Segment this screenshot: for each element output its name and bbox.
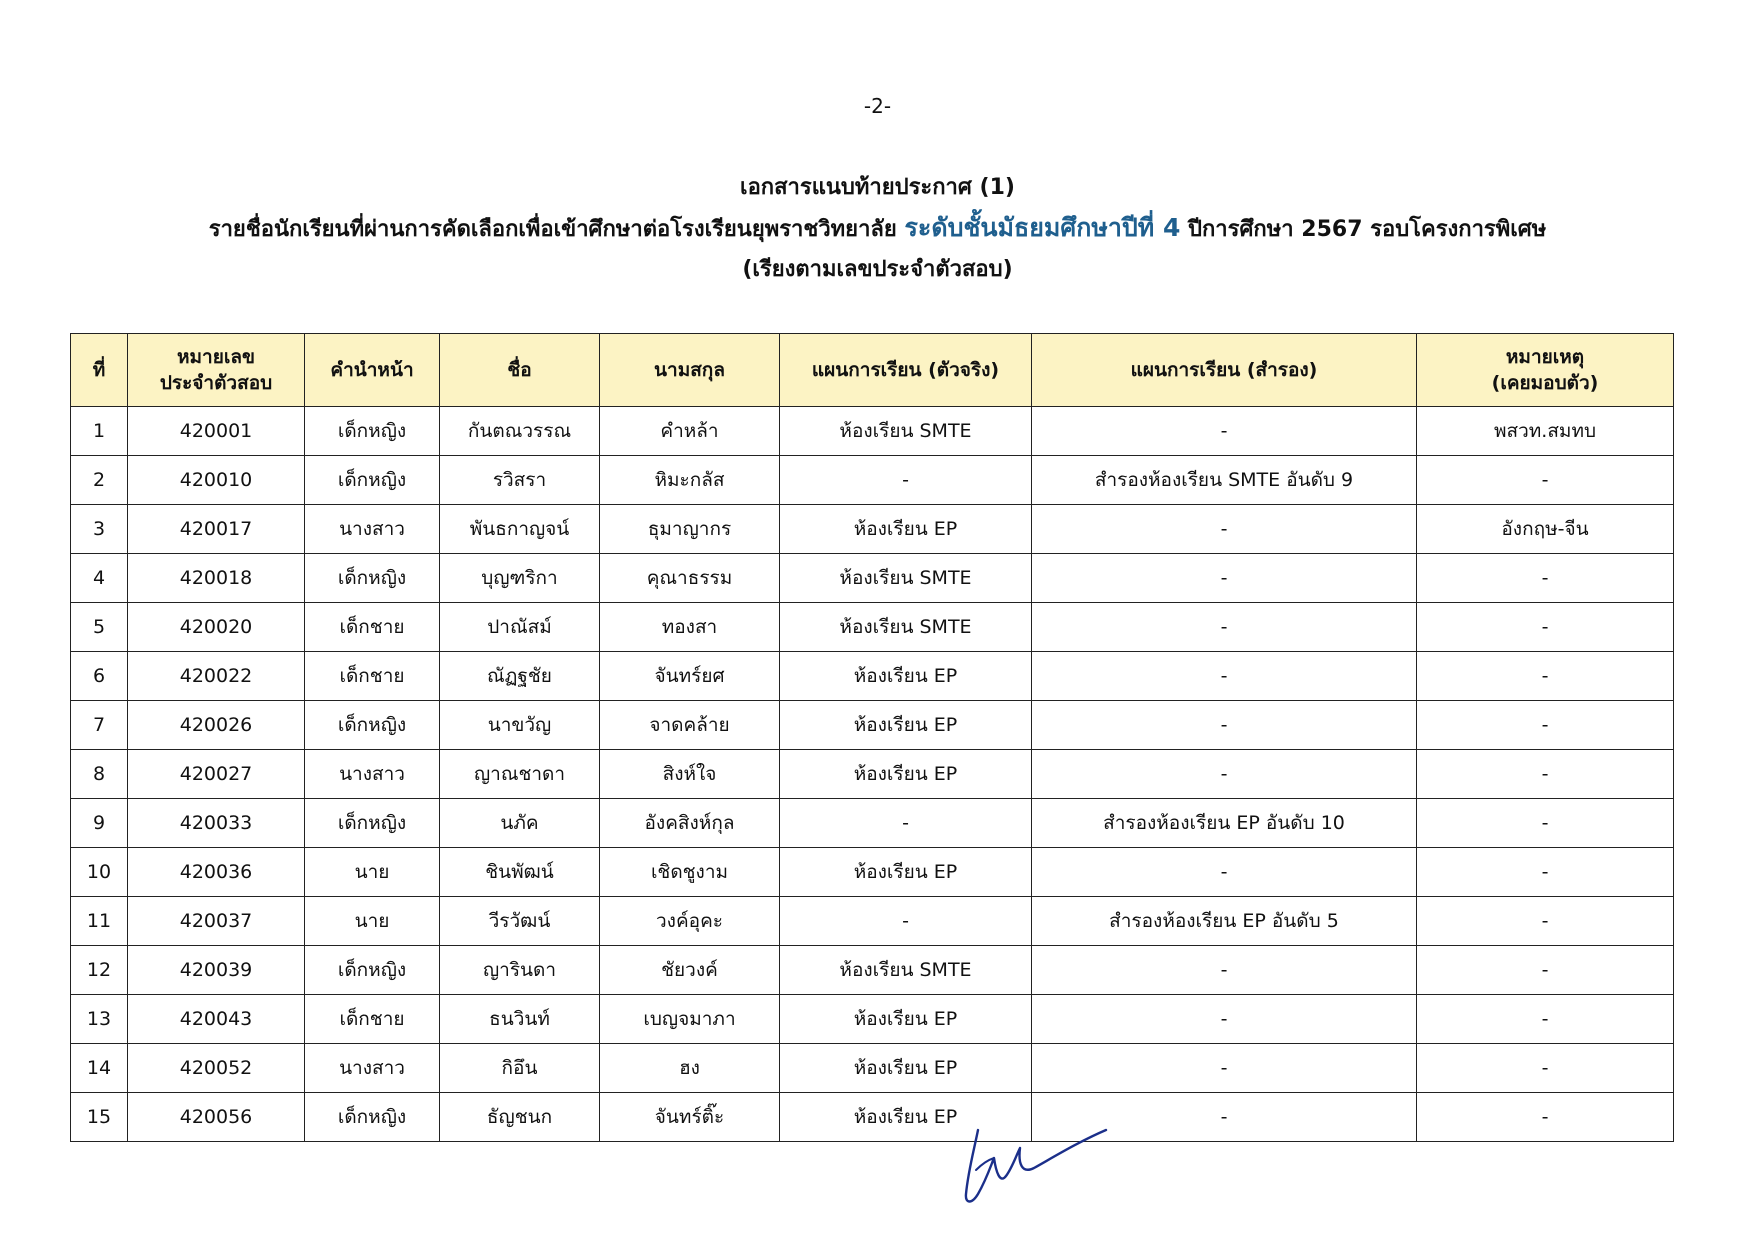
cell-note: พสวท.สมทบ xyxy=(1417,407,1674,456)
cell-prefix: นางสาว xyxy=(305,750,440,799)
cell-note: - xyxy=(1417,701,1674,750)
sort-order-note: (เรียงตามเลขประจำตัวสอบ) xyxy=(742,257,1013,282)
table-row xyxy=(71,1093,1674,1142)
document-main-title xyxy=(0,208,1755,250)
cell-last-name: จันทร์ติ๊ะ xyxy=(600,1093,780,1142)
cell-exam-id: 420033 xyxy=(128,799,305,848)
cell-no: 15 xyxy=(71,1093,128,1142)
cell-last-name: สิงห์ใจ xyxy=(600,750,780,799)
table-row xyxy=(71,407,1674,456)
cell-plan-main: ห้องเรียน EP xyxy=(780,848,1032,897)
cell-no: 4 xyxy=(71,554,128,603)
cell-no: 14 xyxy=(71,1044,128,1093)
document-title-block xyxy=(0,168,1755,290)
cell-no: 11 xyxy=(71,897,128,946)
header-plan-reserve: แผนการเรียน (สำรอง) xyxy=(1032,334,1417,407)
cell-plan-reserve: สำรองห้องเรียน EP อันดับ 10 xyxy=(1032,799,1417,848)
cell-prefix: นางสาว xyxy=(305,505,440,554)
cell-plan-reserve: - xyxy=(1032,505,1417,554)
cell-first-name: ชินพัฒน์ xyxy=(440,848,600,897)
cell-last-name: จาดคล้าย xyxy=(600,701,780,750)
cell-first-name: บุญฑริกา xyxy=(440,554,600,603)
cell-prefix: เด็กชาย xyxy=(305,603,440,652)
cell-prefix: เด็กหญิง xyxy=(305,1093,440,1142)
cell-plan-main: - xyxy=(780,799,1032,848)
cell-last-name: หิมะกลัส xyxy=(600,456,780,505)
cell-first-name: รวิสรา xyxy=(440,456,600,505)
header-first-name: ชื่อ xyxy=(440,334,600,407)
cell-plan-reserve: - xyxy=(1032,554,1417,603)
cell-plan-main: ห้องเรียน EP xyxy=(780,1093,1032,1142)
announcement-attachment-title: เอกสารแนบท้ายประกาศ (1) xyxy=(740,175,1015,200)
table-row xyxy=(71,603,1674,652)
table-body xyxy=(71,407,1674,1142)
cell-note: - xyxy=(1417,848,1674,897)
title-prefix: รายชื่อนักเรียนที่ผ่านการคัดเลือกเพื่อเข้าศึกษาต่อโรงเรียนยุพราชวิทยาลัย xyxy=(208,217,897,242)
page-number: -2- xyxy=(863,94,892,118)
cell-note: - xyxy=(1417,750,1674,799)
cell-first-name: ณัฏฐชัย xyxy=(440,652,600,701)
cell-last-name: จันทร์ยศ xyxy=(600,652,780,701)
header-plan-main: แผนการเรียน (ตัวจริง) xyxy=(780,334,1032,407)
cell-plan-reserve: - xyxy=(1032,407,1417,456)
cell-note: อังกฤษ-จีน xyxy=(1417,505,1674,554)
cell-last-name: ทองสา xyxy=(600,603,780,652)
cell-plan-reserve: - xyxy=(1032,1044,1417,1093)
table-header xyxy=(71,334,1674,407)
handwritten-signature xyxy=(948,1114,1118,1210)
cell-no: 7 xyxy=(71,701,128,750)
cell-last-name: วงค์อุคะ xyxy=(600,897,780,946)
cell-exam-id: 420043 xyxy=(128,995,305,1044)
cell-prefix: นาย xyxy=(305,897,440,946)
cell-first-name: ธัญชนก xyxy=(440,1093,600,1142)
table-row xyxy=(71,456,1674,505)
cell-plan-main: ห้องเรียน EP xyxy=(780,1044,1032,1093)
cell-first-name: กิอึน xyxy=(440,1044,600,1093)
cell-note: - xyxy=(1417,1093,1674,1142)
table-row xyxy=(71,554,1674,603)
cell-exam-id: 420056 xyxy=(128,1093,305,1142)
cell-plan-main: ห้องเรียน SMTE xyxy=(780,603,1032,652)
cell-first-name: นาขวัญ xyxy=(440,701,600,750)
cell-note: - xyxy=(1417,603,1674,652)
cell-last-name: ชัยวงค์ xyxy=(600,946,780,995)
cell-exam-id: 420010 xyxy=(128,456,305,505)
header-exam-id-line1: หมายเลข xyxy=(177,346,255,368)
cell-last-name: ฮง xyxy=(600,1044,780,1093)
table-row xyxy=(71,701,1674,750)
header-last-name: นามสกุล xyxy=(600,334,780,407)
cell-plan-main: ห้องเรียน EP xyxy=(780,505,1032,554)
cell-plan-main: - xyxy=(780,456,1032,505)
cell-exam-id: 420036 xyxy=(128,848,305,897)
cell-prefix: เด็กหญิง xyxy=(305,799,440,848)
student-roster-table xyxy=(70,333,1674,1142)
grade-level-highlight: ระดับชั้นมัธยมศึกษาปีที่ 4 xyxy=(904,213,1181,242)
cell-first-name: ปาณัสม์ xyxy=(440,603,600,652)
cell-note: - xyxy=(1417,652,1674,701)
cell-first-name: ธนวินท์ xyxy=(440,995,600,1044)
cell-note: - xyxy=(1417,456,1674,505)
header-exam-id xyxy=(128,334,305,407)
header-note xyxy=(1417,334,1674,407)
cell-last-name: เชิดชูงาม xyxy=(600,848,780,897)
cell-prefix: เด็กหญิง xyxy=(305,407,440,456)
cell-first-name: นภัค xyxy=(440,799,600,848)
cell-plan-reserve: - xyxy=(1032,652,1417,701)
cell-last-name: อังคสิงห์กุล xyxy=(600,799,780,848)
cell-plan-reserve: - xyxy=(1032,1093,1417,1142)
cell-plan-reserve: สำรองห้องเรียน EP อันดับ 5 xyxy=(1032,897,1417,946)
cell-plan-main: - xyxy=(780,897,1032,946)
cell-no: 3 xyxy=(71,505,128,554)
header-row xyxy=(71,334,1674,407)
cell-last-name: คำหล้า xyxy=(600,407,780,456)
table-row xyxy=(71,750,1674,799)
table-row xyxy=(71,652,1674,701)
title-suffix: ปีการศึกษา 2567 รอบโครงการพิเศษ xyxy=(1188,217,1547,242)
cell-exam-id: 420001 xyxy=(128,407,305,456)
cell-prefix: เด็กหญิง xyxy=(305,456,440,505)
table-row xyxy=(71,505,1674,554)
cell-exam-id: 420020 xyxy=(128,603,305,652)
cell-prefix: นาย xyxy=(305,848,440,897)
cell-no: 10 xyxy=(71,848,128,897)
table-row xyxy=(71,995,1674,1044)
cell-first-name: วีรวัฒน์ xyxy=(440,897,600,946)
cell-prefix: เด็กหญิง xyxy=(305,701,440,750)
cell-no: 1 xyxy=(71,407,128,456)
table-row xyxy=(71,1044,1674,1093)
cell-first-name: พันธกาญจน์ xyxy=(440,505,600,554)
cell-plan-main: ห้องเรียน EP xyxy=(780,701,1032,750)
header-note-line2: (เคยมอบตัว) xyxy=(1491,372,1599,394)
cell-plan-main: ห้องเรียน SMTE xyxy=(780,946,1032,995)
cell-plan-main: ห้องเรียน EP xyxy=(780,652,1032,701)
table-row xyxy=(71,799,1674,848)
cell-exam-id: 420018 xyxy=(128,554,305,603)
cell-plan-reserve: - xyxy=(1032,750,1417,799)
cell-first-name: กันตณวรรณ xyxy=(440,407,600,456)
table-row xyxy=(71,897,1674,946)
cell-prefix: เด็กหญิง xyxy=(305,946,440,995)
cell-no: 8 xyxy=(71,750,128,799)
cell-exam-id: 420022 xyxy=(128,652,305,701)
cell-note: - xyxy=(1417,946,1674,995)
cell-plan-reserve: - xyxy=(1032,995,1417,1044)
cell-exam-id: 420027 xyxy=(128,750,305,799)
table-row xyxy=(71,946,1674,995)
cell-plan-reserve: - xyxy=(1032,701,1417,750)
cell-no: 2 xyxy=(71,456,128,505)
cell-prefix: นางสาว xyxy=(305,1044,440,1093)
cell-plan-reserve: - xyxy=(1032,946,1417,995)
header-note-line1: หมายเหตุ xyxy=(1505,346,1585,368)
cell-plan-reserve: - xyxy=(1032,848,1417,897)
cell-last-name: เบญจมาภา xyxy=(600,995,780,1044)
cell-prefix: เด็กหญิง xyxy=(305,554,440,603)
cell-first-name: ญารินดา xyxy=(440,946,600,995)
cell-plan-main: ห้องเรียน SMTE xyxy=(780,554,1032,603)
cell-plan-reserve: - xyxy=(1032,603,1417,652)
cell-plan-main: ห้องเรียน EP xyxy=(780,750,1032,799)
cell-note: - xyxy=(1417,1044,1674,1093)
cell-no: 5 xyxy=(71,603,128,652)
cell-no: 6 xyxy=(71,652,128,701)
student-roster-container xyxy=(70,333,1673,1142)
cell-no: 13 xyxy=(71,995,128,1044)
header-no: ที่ xyxy=(71,334,128,407)
cell-plan-main: ห้องเรียน EP xyxy=(780,995,1032,1044)
cell-prefix: เด็กชาย xyxy=(305,652,440,701)
cell-first-name: ญาณชาดา xyxy=(440,750,600,799)
cell-exam-id: 420052 xyxy=(128,1044,305,1093)
cell-no: 9 xyxy=(71,799,128,848)
cell-plan-main: ห้องเรียน SMTE xyxy=(780,407,1032,456)
cell-exam-id: 420026 xyxy=(128,701,305,750)
cell-exam-id: 420039 xyxy=(128,946,305,995)
cell-exam-id: 420037 xyxy=(128,897,305,946)
cell-last-name: ธุมาญากร xyxy=(600,505,780,554)
cell-note: - xyxy=(1417,897,1674,946)
cell-note: - xyxy=(1417,554,1674,603)
table-row xyxy=(71,848,1674,897)
cell-note: - xyxy=(1417,995,1674,1044)
cell-note: - xyxy=(1417,799,1674,848)
cell-prefix: เด็กชาย xyxy=(305,995,440,1044)
header-prefix: คำนำหน้า xyxy=(305,334,440,407)
cell-exam-id: 420017 xyxy=(128,505,305,554)
cell-no: 12 xyxy=(71,946,128,995)
cell-last-name: คุณาธรรม xyxy=(600,554,780,603)
cell-plan-reserve: สำรองห้องเรียน SMTE อันดับ 9 xyxy=(1032,456,1417,505)
header-exam-id-line2: ประจำตัวสอบ xyxy=(159,372,273,394)
